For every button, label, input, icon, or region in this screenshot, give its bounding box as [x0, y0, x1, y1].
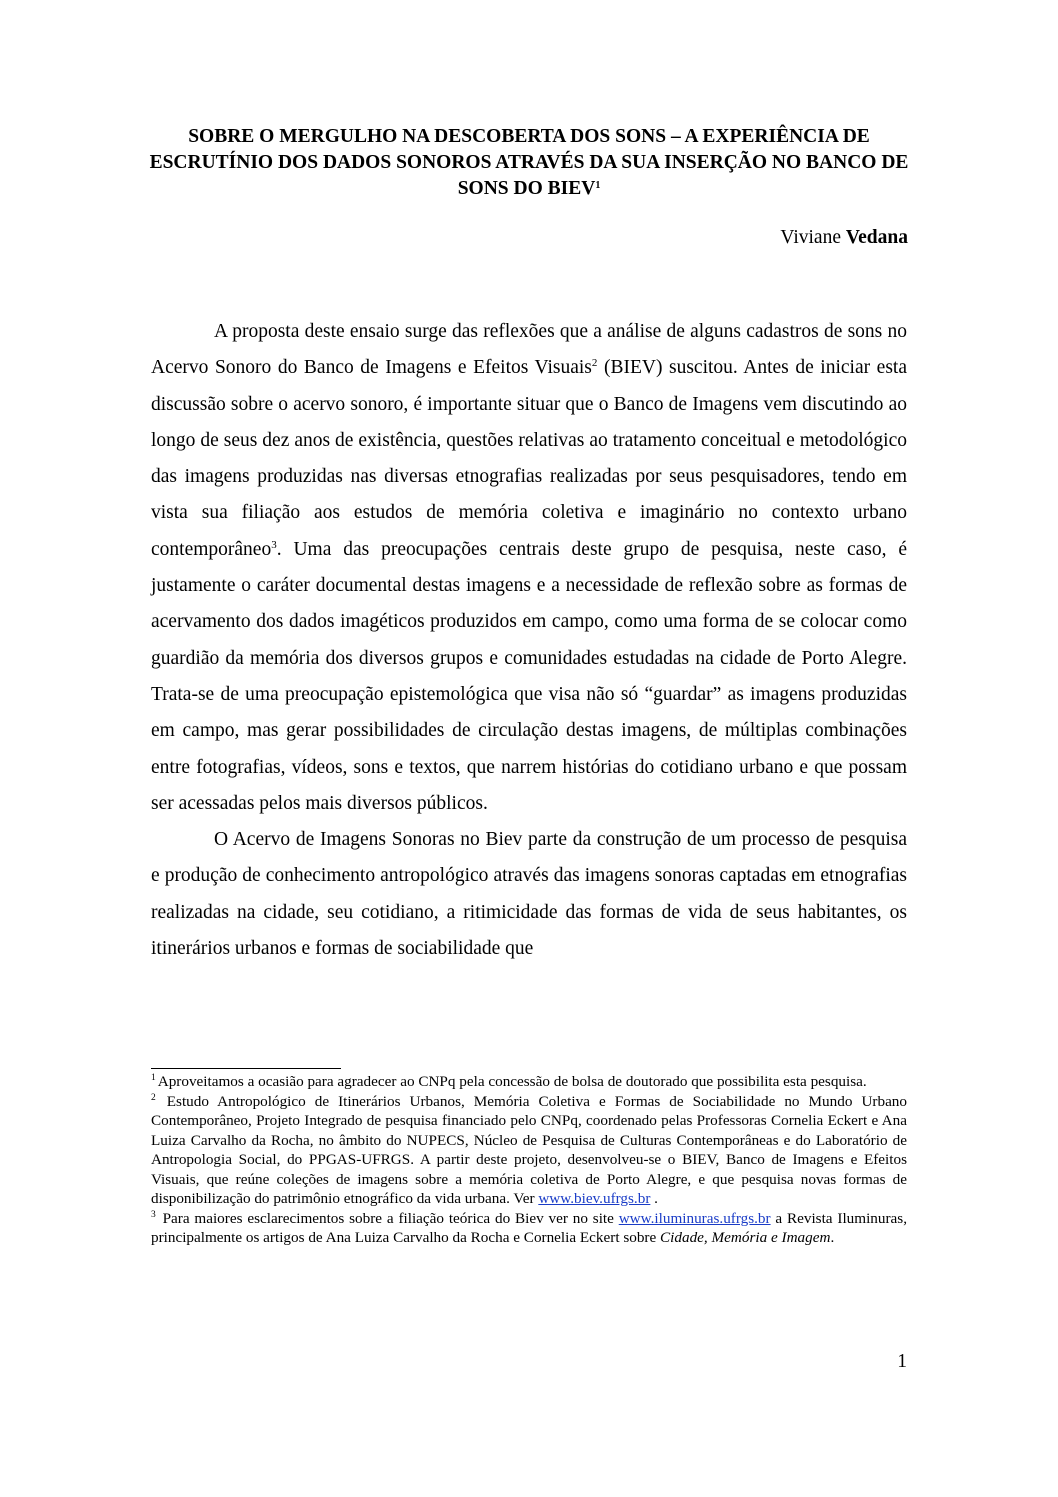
footnote-3 — [151, 1209, 907, 1248]
footnote-1-number: 1 — [151, 1073, 156, 1083]
footnote-3-text-2: a Revista Iluminuras, principalmente os artigos de Ana Luiza Carvalho da Rocha e Cornelia Eckert sobre — [151, 1209, 907, 1246]
paper-title — [130, 124, 928, 202]
footnote-ref-3[interactable]: 3 — [271, 538, 277, 551]
biev-link[interactable]: www.biev.ufrgs.br — [538, 1190, 651, 1207]
paragraph-1 — [151, 314, 907, 822]
footnote-1-text: Aproveitamos a ocasião para agradecer ao CNPq pela concessão de bolsa de doutorado que possibilita esta pesquisa. — [157, 1073, 867, 1090]
footnote-2-end: . — [650, 1190, 658, 1207]
author-line — [780, 225, 908, 251]
footnote-3-number: 3 — [151, 1209, 156, 1220]
page-number: 1 — [897, 1351, 907, 1372]
footnote-2-number: 2 — [151, 1092, 156, 1103]
paragraph-1-part-1: A proposta deste ensaio surge das reflexões que a análise de alguns cadastros de sons no Acervo Sonoro do Banco de Imagens e Efeitos Visuais — [151, 321, 907, 379]
paragraph-1-part-2: (BIEV) suscitou. Antes de iniciar esta discussão sobre o acervo sonoro, é importante situar que o Banco de Imagens vem discutindo ao longo de seus dez anos de existência, questões relativas ao tratamento conceitual e metodológico das imagens produzidas nas diversas etnografias realizadas por seus pesquisadores, tendo em vista sua filiação aos estudos de memória coletiva e imaginário no contexto urbano contemporâneo — [151, 357, 907, 560]
author-first-name: Viviane — [780, 227, 841, 248]
iluminuras-link[interactable]: www.iluminuras.ufrgs.br — [618, 1209, 771, 1227]
title-footnote-ref[interactable]: 1 — [595, 180, 601, 191]
footnote-2-text: Estudo Antropológico de Itinerários Urbanos, Memória Coletiva e Formas de Sociabilidade no Mundo Urbano Contemporâneo, Projeto Integrado de pesquisa financiado pelo CNPq, coordenado pelas Professoras Cornelia Eckert e Ana Luiza Carvalho da Rocha, no âmbito do NUPECS, Núcleo de Pesquisa de Culturas Contemporâneas e do Laboratório de Antropologia Social, do PPGAS-UFRGS. A partir deste projeto, desenvolveu-se o BIEV, Banco de Imagens e Efeitos Visuais, que reúne coleções de imagens sobre a memória coletiva de Porto Alegre, e que pesquisa novas formas de disponibilização do patrimônio etnográfico da vida urbana. Ver — [151, 1092, 907, 1207]
paragraph-1-part-3: . Uma das preocupações centrais deste grupo de pesquisa, neste caso, é justamente o caráter documental destas imagens e a necessidade de reflexão sobre as formas de acervamento dos dados imagéticos produzidos em campo, como uma forma de se colocar como guardião da memória dos diversos grupos e comunidades estudadas na cidade de Porto Alegre. Trata-se de uma preocupação epistemológica que visa não só “guardar” as imagens produzidas em campo, mas gerar possibilidades de circulação destas imagens, de múltiplas combinações entre fotografias, vídeos, sons e textos, que narrem histórias do cotidiano urbano e que possam ser acessadas pelos mais diversos públicos. — [151, 538, 907, 814]
footnote-2 — [151, 1092, 907, 1209]
paragraph-2: O Acervo de Imagens Sonoras no Biev parte da construção de um processo de pesquisa e produção de conhecimento antropológico através das imagens sonoras captadas em etnografias realizadas na cidade, seu cotidiano, a ritimicidade das formas de vida de seus habitantes, os itinerários urbanos e formas de sociabilidade que — [151, 829, 907, 960]
footnote-3-text: Para maiores esclarecimentos sobre a filiação teórica do Biev ver no site — [157, 1209, 619, 1227]
footnote-3-end: . — [830, 1229, 835, 1246]
footnote-separator — [151, 1068, 341, 1069]
footnote-1 — [151, 1072, 907, 1092]
footnote-3-italic: Cidade, Memória e Imagem — [660, 1229, 831, 1246]
footnote-ref-2[interactable]: 2 — [591, 357, 598, 370]
body-text — [151, 314, 907, 967]
footnotes — [151, 1072, 907, 1248]
title-text: SOBRE O MERGULHO NA DESCOBERTA DOS SONS – A EXPERIÊNCIA DE ESCRUTÍNIO DOS DADOS SONOROS ATRAVÉS DA SUA INSERÇÃO NO BANCO DE SONS DO BIEV — [149, 126, 909, 199]
author-last-name: Vedana — [845, 227, 908, 248]
